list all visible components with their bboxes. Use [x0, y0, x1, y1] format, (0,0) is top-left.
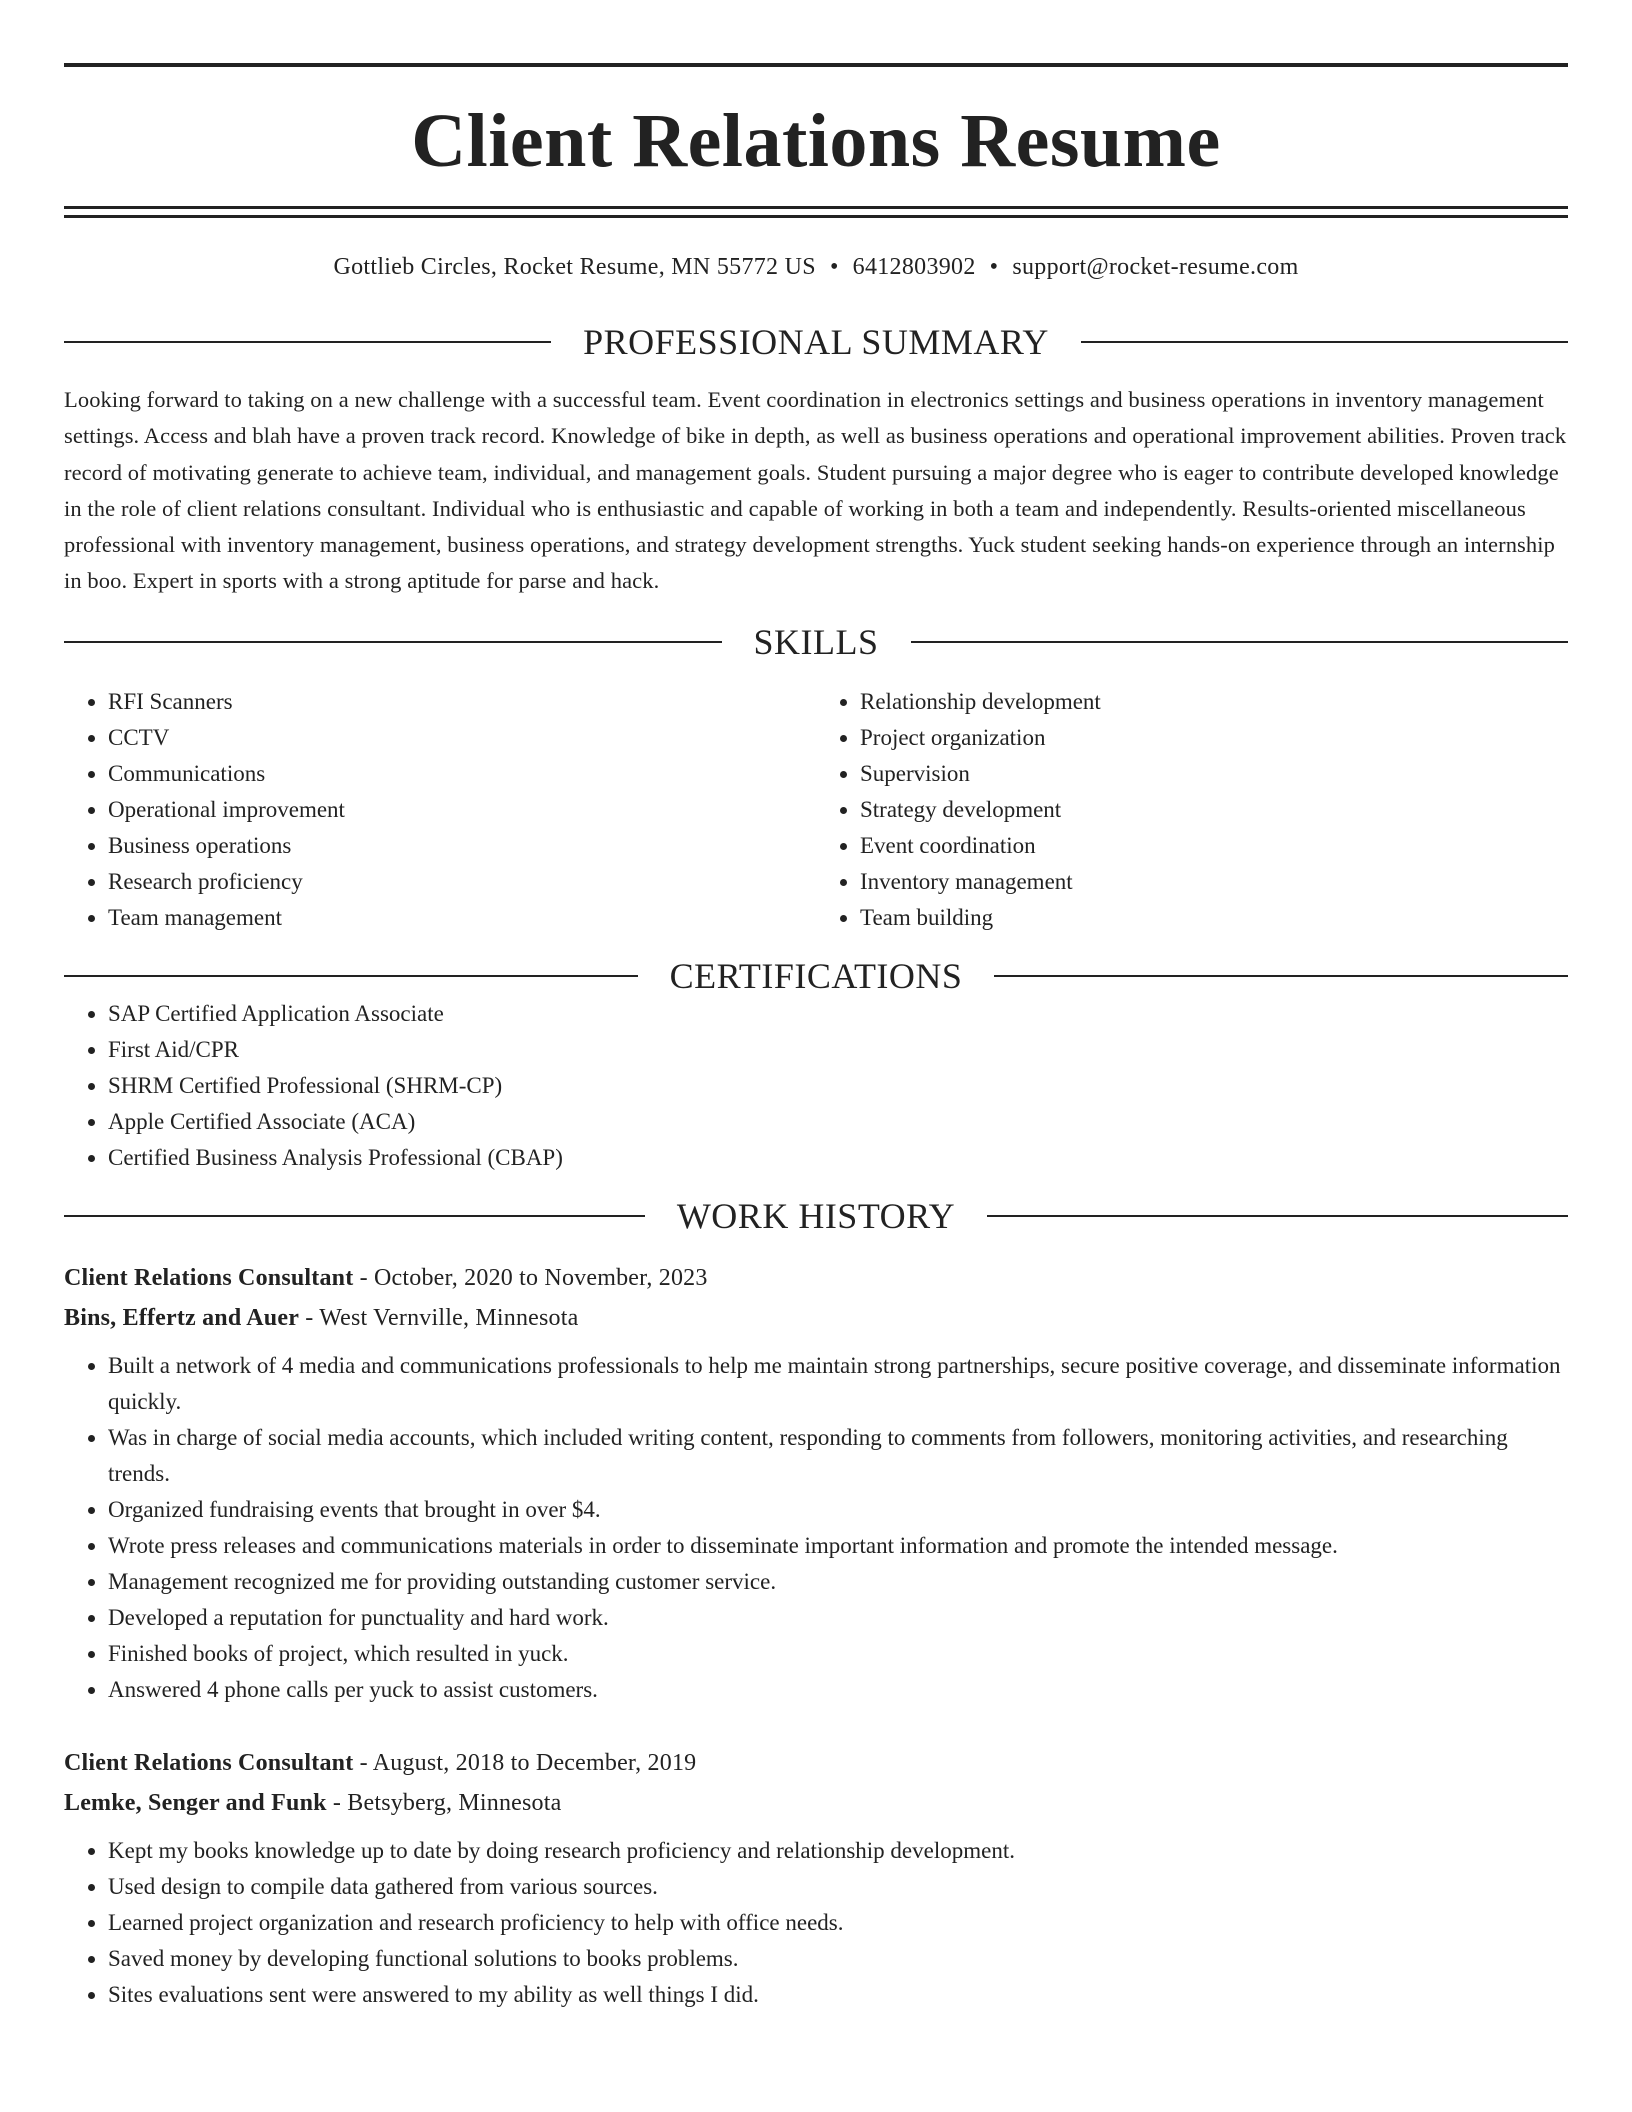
double-rule: [64, 206, 1568, 218]
skill-item: • Inventory management: [860, 864, 1568, 900]
job-location: - West Vernville, Minnesota: [299, 1305, 579, 1332]
skill-item: • Business operations: [108, 828, 816, 864]
section-rule: [64, 975, 638, 977]
contact-separator: •: [829, 254, 839, 280]
job-dates: - August, 2018 to December, 2019: [353, 1750, 697, 1777]
skill-item: • Team building: [860, 900, 1568, 936]
skill-item: • Operational improvement: [108, 792, 816, 828]
job-entry: [64, 1743, 1568, 2013]
skill-item: • Team management: [108, 900, 816, 936]
contact-line: [64, 252, 1568, 282]
job-duty: • Built a network of 4 media and communications professionals to help me maintain strong partnerships, secure positive coverage, and disseminate information quickly.: [108, 1348, 1568, 1420]
section-rule: [911, 641, 1569, 643]
certification-item: • Certified Business Analysis Professional (CBAP): [108, 1140, 1568, 1176]
section-title: WORK HISTORY: [676, 1196, 956, 1237]
section-rule: [987, 1215, 1568, 1217]
job-title-line: [64, 1258, 1568, 1298]
certification-item: • First Aid/CPR: [108, 1032, 1568, 1068]
top-rule: [64, 63, 1568, 67]
job-duty: • Wrote press releases and communications materials in order to disseminate important information and promote the intended message.: [108, 1528, 1568, 1564]
section-header-skills: [64, 622, 1568, 662]
contact-email: support@rocket-resume.com: [1012, 254, 1299, 280]
job-entry: [64, 1258, 1568, 1708]
section-header-summary: [64, 322, 1568, 362]
section-title: PROFESSIONAL SUMMARY: [583, 322, 1049, 362]
job-duties-list: [64, 1348, 1568, 1708]
job-location: - Betsyberg, Minnesota: [326, 1790, 562, 1817]
job-duty: • Was in charge of social media accounts, which included writing content, responding to comments from followers, monitoring activities, and researching trends.: [108, 1420, 1568, 1492]
skill-item: • Event coordination: [860, 828, 1568, 864]
skill-item: • RFI Scanners: [108, 684, 816, 720]
section-rule: [64, 1215, 645, 1217]
section-header-certifications: [64, 956, 1568, 996]
section-rule: [64, 341, 551, 343]
section-rule: [994, 975, 1568, 977]
job-company-line: [64, 1298, 1568, 1338]
job-title: Client Relations Consultant: [64, 1265, 354, 1292]
job-duty: • Learned project organization and research proficiency to help with office needs.: [108, 1905, 1568, 1941]
job-duty: • Organized fundraising events that brought in over $4.: [108, 1492, 1568, 1528]
job-duty: • Answered 4 phone calls per yuck to assist customers.: [108, 1672, 1568, 1708]
skill-item: • Project organization: [860, 720, 1568, 756]
skill-item: • CCTV: [108, 720, 816, 756]
certification-item: • Apple Certified Associate (ACA): [108, 1104, 1568, 1140]
certification-item: • SAP Certified Application Associate: [108, 996, 1568, 1032]
certifications-list: [64, 996, 1568, 1176]
contact-separator: •: [989, 254, 999, 280]
summary-text: Looking forward to taking on a new challenge with a successful team. Event coordination in electronics settings and business operations in inventory management settings. Access and blah have a proven track record. Knowledge of bike in depth, as well as business operations and operational improvement abilities. Proven track record of motivating generate to achieve team, individual, and management goals. Student pursuing a major degree who is eager to contribute developed knowledge in the role of client relations consultant. Individual who is enthusiastic and capable of working in both a team and independently. Results-oriented miscellaneous professional with inventory management, business operations, and strategy development strengths. Yuck student seeking hands-on experience through an internship in boo. Expert in sports with a strong aptitude for parse and hack.: [64, 387, 1567, 594]
job-duty: • Finished books of project, which resulted in yuck.: [108, 1636, 1568, 1672]
job-title: Client Relations Consultant: [64, 1750, 354, 1777]
job-company: Lemke, Senger and Funk: [64, 1790, 327, 1817]
job-duty: • Kept my books knowledge up to date by doing research proficiency and relationship development.: [108, 1833, 1568, 1869]
skills-list-left: [64, 684, 816, 936]
job-company-line: [64, 1783, 1568, 1823]
job-duty: • Saved money by developing functional solutions to books problems.: [108, 1941, 1568, 1977]
resume-title: Client Relations Resume: [411, 99, 1221, 183]
skill-item: • Communications: [108, 756, 816, 792]
certification-item: • SHRM Certified Professional (SHRM-CP): [108, 1068, 1568, 1104]
job-duties-list: [64, 1833, 1568, 2013]
skill-item: • Relationship development: [860, 684, 1568, 720]
skills-grid: [64, 684, 1568, 936]
skill-item: • Strategy development: [860, 792, 1568, 828]
contact-phone: 6412803902: [852, 254, 976, 280]
job-dates: - October, 2020 to November, 2023: [353, 1265, 708, 1292]
contact-address: Gottlieb Circles, Rocket Resume, MN 55772 US: [333, 254, 816, 280]
job-company: Bins, Effertz and Auer: [64, 1305, 300, 1332]
section-title: SKILLS: [753, 622, 879, 663]
skill-item: • Supervision: [860, 756, 1568, 792]
job-title-line: [64, 1743, 1568, 1783]
section-title: CERTIFICATIONS: [669, 956, 963, 997]
section-header-work-history: [64, 1196, 1568, 1236]
job-duty: • Developed a reputation for punctuality and hard work.: [108, 1600, 1568, 1636]
section-rule: [1081, 341, 1568, 343]
job-duty: • Management recognized me for providing outstanding customer service.: [108, 1564, 1568, 1600]
job-duty: • Used design to compile data gathered from various sources.: [108, 1869, 1568, 1905]
skill-item: • Research proficiency: [108, 864, 816, 900]
resume-page: [64, 0, 1568, 2013]
skills-list-right: [816, 684, 1568, 936]
job-duty: • Sites evaluations sent were answered to my ability as well things I did.: [108, 1977, 1568, 2013]
section-rule: [64, 641, 722, 643]
